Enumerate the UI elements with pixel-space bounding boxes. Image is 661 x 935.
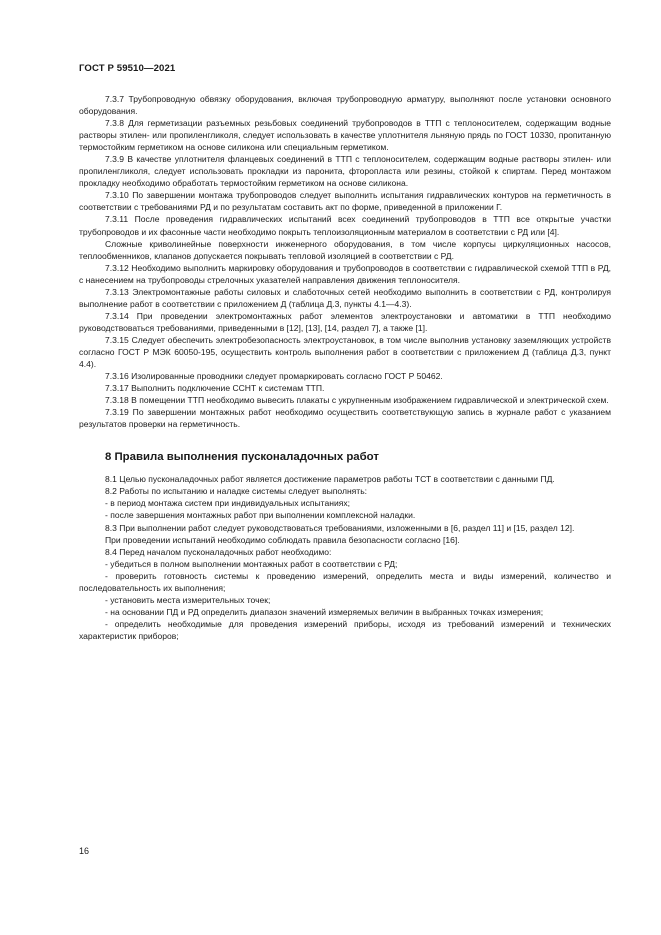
list-item: - установить места измерительных точек; bbox=[105, 594, 271, 605]
paragraph-8-3-safety: При проведении испытаний необходимо соблюдать правила безопасности согласно [16]. bbox=[105, 534, 460, 545]
paragraph-7-3-19: 7.3.19 По завершении монтажных работ необходимо осуществить соответствующую запись в журнале работ с указанием результатов проверки на герметичность. bbox=[79, 407, 611, 430]
paragraph-7-3-11-continued: Сложные криволинейные поверхности инженерного оборудования, в том числе корпусы циркуляционных насосов, теплообменников, клапанов допускается покрывать тепловой изоляцией в соответствии с РД. bbox=[79, 238, 611, 261]
paragraph-7-3-12: 7.3.12 Необходимо выполнить маркировку оборудования и трубопроводов в соответствии с гидравлической схемой ТТП в РД, с нанесением на трубопроводы стрелочных указателей направления движения теплоносителя. bbox=[79, 262, 611, 285]
paragraph-8-2: 8.2 Работы по испытанию и наладке системы следует выполнять: bbox=[105, 486, 368, 497]
paragraph-7-3-14: 7.3.14 При проведении электромонтажных работ элементов электроустановки и автоматики в ТТП необходимо руководствоваться требованиями, приведенными в [12], [13], [14, раздел 7], а также [1]. bbox=[79, 310, 611, 333]
paragraph-7-3-9: 7.3.9 В качестве уплотнителя фланцевых соединений в ТТП с теплоносителем, содержащим водные растворы этилен- или пропиленгликоля, следует использовать прокладки из паронита, фторопласта или резины, стойкой к спиртам. Перед монтажом прокладку необходимо обработать термостойким герметиком на основе силикона. bbox=[79, 154, 611, 189]
list-item: - на основании ПД и РД определить диапазон значений измеряемых величин в выбранных точках измерения; bbox=[105, 606, 544, 617]
paragraph-7-3-8: 7.3.8 Для герметизации разъемных резьбовых соединений трубопроводов в ТТП с теплоносителем, содержащим водные растворы этилен- или пропиленгликоля, следует использовать в качестве уплотнителя льняную прядь по ГОСТ 10330, пропитанную термостойким герметиком на основе силикона или специальным герметиком. bbox=[79, 118, 611, 153]
paragraph-7-3-15: 7.3.15 Следует обеспечить электробезопасность электроустановок, в том числе выполнив установку заземляющих устройств согласно ГОСТ Р МЭК 60050-195, осуществить контроль выполнения работ в соответствии с приложением Д (таблица Д.3, пункт 4.4). bbox=[79, 334, 611, 370]
paragraph-7-3-17: 7.3.17 Выполнить подключение ССНТ к системам ТТП. bbox=[105, 383, 325, 394]
paragraph-7-3-7: 7.3.7 Трубопроводную обвязку оборудования, включая трубопроводную арматуру, выполняют после установки основного оборудования. bbox=[79, 94, 611, 117]
section-8-body bbox=[79, 473, 611, 642]
page-number: 16 bbox=[79, 846, 90, 856]
list-item: - проверить готовность системы к проведению измерений, определить места и виды измерений, количество и последовательность их выполнения; bbox=[79, 570, 611, 593]
paragraph-7-3-13: 7.3.13 Электромонтажные работы силовых и слаботочных сетей необходимо выполнить в соответствии с РД, контролируя выполнение работ в соответствии с приложением Д (таблица Д.3, пункты 4.1—4.3). bbox=[79, 286, 611, 309]
page-content bbox=[79, 93, 611, 642]
section-8-heading: 8 Правила выполнения пусконаладочных работ bbox=[105, 451, 379, 464]
document-header-id: ГОСТ Р 59510—2021 bbox=[79, 63, 176, 74]
paragraph-8-1: 8.1 Целью пусконаладочных работ является достижение параметров работы ТСТ в соответствии с данными ПД. bbox=[105, 474, 555, 485]
paragraph-7-3-18: 7.3.18 В помещении ТТП необходимо вывесить плакаты с укрупненным изображением гидравлической и электрической схем. bbox=[105, 395, 609, 406]
paragraph-7-3-11: 7.3.11 После проведения гидравлических испытаний всех соединений трубопроводов в ТТП все открытые участки трубопроводов и их фасонные части необходимо покрыть теплоизоляционным материалом в соответствии с РД или [4]. bbox=[79, 214, 611, 237]
list-item: - определить необходимые для проведения измерений приборы, исходя из требований измерений и технических характеристик приборов; bbox=[79, 618, 611, 641]
list-item: - в период монтажа систем при индивидуальных испытаниях; bbox=[105, 498, 351, 509]
paragraph-8-3: 8.3 При выполнении работ следует руководствоваться требованиями, изложенными в [6, раздел 11] и [15, раздел 12]. bbox=[105, 522, 575, 533]
list-item: - убедиться в полном выполнении монтажных работ в соответствии с РД; bbox=[105, 558, 398, 569]
paragraph-8-4: 8.4 Перед началом пусконаладочных работ необходимо: bbox=[105, 546, 332, 557]
list-item: - после завершения монтажных работ при выполнении комплексной наладки. bbox=[105, 510, 416, 521]
section-7-body bbox=[79, 93, 611, 430]
paragraph-7-3-10: 7.3.10 По завершении монтажа трубопроводов следует выполнить испытания гидравлических контуров на герметичность в соответствии с требованиями РД и по результатам составить акт по форме, приведенной в приложении Г. bbox=[79, 190, 611, 213]
paragraph-7-3-16: 7.3.16 Изолированные проводники следует промаркировать согласно ГОСТ Р 50462. bbox=[105, 371, 443, 382]
